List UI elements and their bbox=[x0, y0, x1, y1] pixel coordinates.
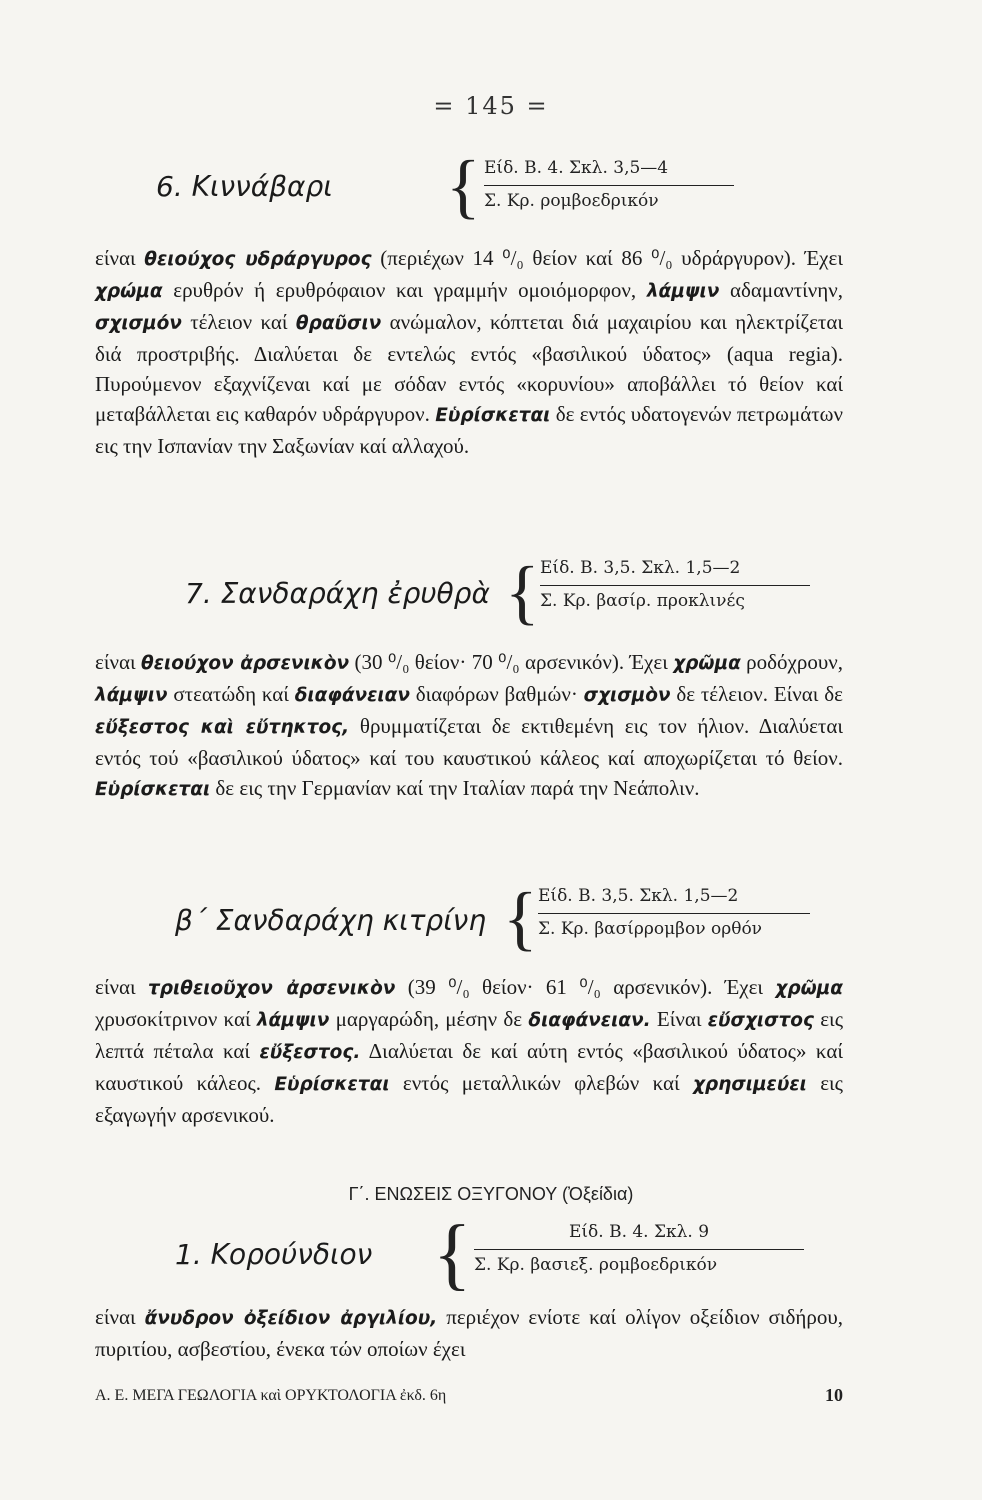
body-text-run: (30 ⁰/₀ θείον· 70 ⁰/₀ αρσενικόν). Έχει bbox=[349, 650, 674, 674]
body-text-run: δε εις την Γερμανίαν καί την Ιταλίαν παρά την Νεάπολιν. bbox=[210, 776, 700, 800]
body-text-run: δε τέλειον. Είναι δε bbox=[670, 682, 843, 706]
emphasized-term: χρῶμα bbox=[775, 978, 843, 999]
page-number: = 145 = bbox=[433, 92, 549, 120]
entry-properties bbox=[474, 1222, 804, 1275]
body-text-run: περιέχον ενίοτε καί ολίγον οξείδιον σιδήρου, πυριτίου, ασβεστίου, ένεκα τών οποίων έχει bbox=[95, 1305, 844, 1361]
body-text-run: (39 ⁰/₀ θείον· 61 ⁰/₀ αρσενικόν). Έχει bbox=[395, 975, 776, 999]
body-text-run: θρυμματίζεται δε εκτιθεμένη εις τον ήλιον. Διαλύεται εντός τού «βασιλικού ύδατος» καί του καυστικού κάλεος καί αποχωρίζεται τό θείον. bbox=[95, 714, 843, 770]
entry-properties bbox=[538, 886, 810, 939]
properties-bottom: Σ. Κρ. ρομβοεδρικόν bbox=[484, 191, 659, 211]
body-text-run: Διαλύεται δε καί αύτη εντός «βασιλικού ύδατος» καί καυστικού κάλεος. bbox=[95, 1039, 843, 1095]
properties-bottom: Σ. Κρ. βασιεξ. ρομβοεδρικόν bbox=[474, 1255, 718, 1275]
entry-body bbox=[95, 243, 843, 461]
footer-book-title: Α. Ε. ΜΕΓΑ ΓΕΩΛΟΓΙΑ καὶ ΟΡΥΚΤΟΛΟΓΙΑ ἐκδ. 6η bbox=[95, 1387, 447, 1404]
emphasized-term: θειούχον ἀρσενικὸν bbox=[140, 653, 350, 674]
properties-top: Είδ. Β. 4. Σκλ. 9 bbox=[474, 1222, 804, 1250]
body-text-run: Είναι bbox=[650, 1007, 708, 1031]
footer-signature-number: 10 bbox=[825, 1385, 843, 1405]
properties-bottom: Σ. Κρ. βασίρρομβον ορθόν bbox=[538, 919, 763, 939]
body-text-run: στεατώδη καί bbox=[167, 682, 295, 706]
entry-body bbox=[95, 1302, 843, 1364]
body-text-run: ερυθρόν ή ερυθρόφαιον και γραμμήν ομοιόμορφον, bbox=[162, 278, 647, 302]
entry-title: 7. Σανδαράχη ἐρυθρὰ bbox=[185, 577, 490, 610]
entry-title: 6. Κιννάβαρι bbox=[156, 170, 333, 203]
brace-icon: { bbox=[503, 878, 538, 958]
entry-title: β΄ Σανδαράχη κιτρίνη bbox=[175, 904, 487, 937]
body-text-run: είναι bbox=[95, 975, 148, 999]
body-text-run: είναι bbox=[95, 246, 145, 270]
entry-properties bbox=[484, 158, 734, 211]
emphasized-term: χρώμα bbox=[95, 281, 163, 302]
body-text-run: ροδόχρουν, bbox=[740, 650, 843, 674]
body-text-run: (περιέχων 14 ⁰/₀ θείον καί 86 ⁰/₀ υδράργυρον). Έχει bbox=[371, 246, 843, 270]
body-text-run: μαργαρώδη, μέσην δε bbox=[329, 1007, 529, 1031]
entry-title: 1. Κορούνδιον bbox=[175, 1238, 373, 1271]
emphasized-term: λάμψιν bbox=[646, 281, 720, 302]
properties-top: Είδ. Β. 4. Σκλ. 3,5—4 bbox=[484, 158, 734, 186]
properties-bottom: Σ. Κρ. βασίρ. προκλινές bbox=[540, 591, 745, 611]
emphasized-term: λάμψιν bbox=[95, 685, 168, 706]
emphasized-term: εὔσχιστος bbox=[707, 1010, 814, 1031]
body-text-run: είναι bbox=[95, 1305, 145, 1329]
body-text-run: χρυσοκίτρινον καί bbox=[95, 1007, 257, 1031]
emphasized-term: σχισμὸν bbox=[583, 685, 671, 706]
emphasized-term: εὔξεστος. bbox=[259, 1042, 361, 1063]
entry-body bbox=[95, 647, 843, 805]
body-text-run: διαφόρων βαθμών· bbox=[409, 682, 584, 706]
emphasized-term: χρῶμα bbox=[673, 653, 741, 674]
body-text-run: εις εξαγωγήν αρσενικού. bbox=[95, 1071, 843, 1127]
emphasized-term: Εὑρίσκεται bbox=[274, 1074, 390, 1095]
emphasized-term: σχισμόν bbox=[95, 313, 182, 334]
brace-icon: { bbox=[505, 552, 540, 632]
body-text-run: είναι bbox=[95, 650, 141, 674]
body-text-run: εις λεπτά πέταλα καί bbox=[95, 1007, 844, 1063]
emphasized-term: Εὑρίσκεται bbox=[95, 779, 211, 800]
properties-top: Είδ. Β. 3,5. Σκλ. 1,5—2 bbox=[540, 558, 810, 586]
body-text-run: δε εντός υδατογενών πετρωμάτων εις την Ισπανίαν την Σαξωνίαν καί αλλαχού. bbox=[95, 402, 844, 458]
section-heading: Γ΄. ΕΝΩΣΕΙΣ ΟΞΥΓΟΝΟΥ (Ὀξείδια) bbox=[348, 1184, 634, 1204]
entry-body bbox=[95, 972, 843, 1130]
emphasized-term: Εὑρίσκεται bbox=[435, 405, 551, 426]
page-footer bbox=[95, 1387, 843, 1405]
entry-properties bbox=[540, 558, 810, 611]
emphasized-term: θραῦσιν bbox=[295, 313, 382, 334]
body-text-run: εντός μεταλλικών φλεβών καί bbox=[389, 1071, 693, 1095]
brace-icon: { bbox=[433, 1210, 472, 1298]
body-text-run: ανώμαλον, κόπτεται διά μαχαιρίου και ηλεκτρίζεται διά προστριβής. Διαλύεται δε εντελώς εντός «βασιλικού ύδατος» (aqua regia). Πυρούμενον εξαχνίζεναι καί με σόδαν εντός «κορυνίου» αποβάλλει τό θείον καί μεταβάλλεται εις καθαρόν υδράργυρον. bbox=[95, 310, 844, 426]
brace-icon: { bbox=[446, 146, 481, 226]
emphasized-term: χρησιμεύει bbox=[692, 1074, 807, 1095]
body-text-run: τέλειον καί bbox=[181, 310, 296, 334]
emphasized-term: λάμψιν bbox=[256, 1010, 330, 1031]
emphasized-term: διαφάνειαν bbox=[294, 685, 410, 706]
body-text-run: αδαμαντίνην, bbox=[719, 278, 844, 302]
emphasized-term: εὔξεστος καὶ εὔτηκτος, bbox=[95, 717, 350, 738]
emphasized-term: ἄνυδρον ὀξείδιον ἀργιλίου, bbox=[144, 1308, 438, 1329]
properties-top: Είδ. Β. 3,5. Σκλ. 1,5—2 bbox=[538, 886, 810, 914]
emphasized-term: διαφάνειαν. bbox=[528, 1010, 651, 1031]
emphasized-term: θειούχος υδράργυρος bbox=[144, 249, 372, 270]
emphasized-term: τριθειοῦχον ἀρσενικὸν bbox=[147, 978, 396, 999]
